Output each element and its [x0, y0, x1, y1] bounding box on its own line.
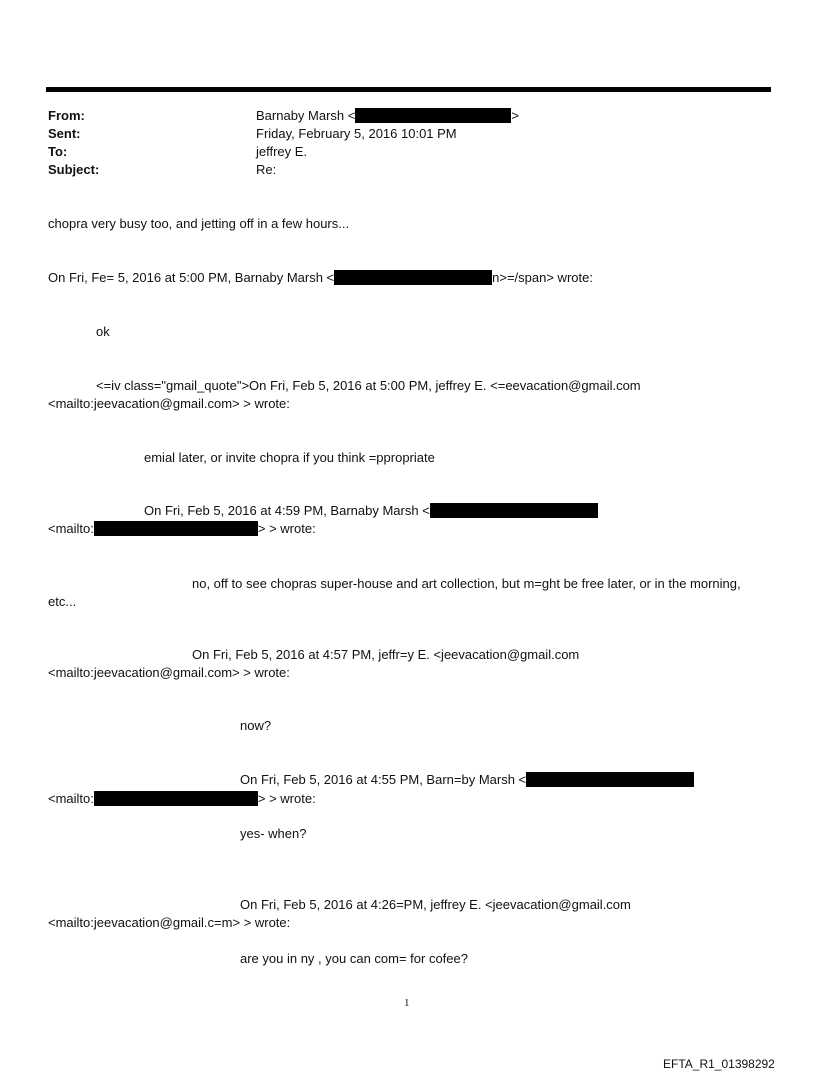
quote-header — [144, 503, 598, 519]
header-rule — [46, 87, 771, 92]
quote-reply: etc... — [48, 594, 77, 609]
sent-label: Sent: — [48, 126, 81, 141]
redaction-block — [334, 270, 492, 285]
from-label: From: — [48, 108, 85, 123]
sent-value: Friday, February 5, 2016 10:01 PM — [256, 126, 457, 141]
quote-reply: ok — [96, 324, 110, 339]
from-name: Barnaby Marsh < — [256, 108, 356, 123]
quote-reply: emial later, or invite chopra if you think =ppropriate — [144, 450, 435, 465]
quote-reply: no, off to see chopras super-house and art collection, but m=ght be free later, or in the morning, — [192, 576, 741, 591]
quote-header-text: <mailto: — [48, 791, 94, 806]
subject-value: Re: — [256, 162, 277, 177]
quote-header-text: > > wrote: — [257, 791, 316, 806]
redaction-block — [355, 108, 511, 123]
quote-reply: are you in ny , you can com= for cofee? — [240, 951, 468, 966]
quote-header — [48, 270, 593, 286]
quote-header-text: On Fri, Fe= 5, 2016 at 5:00 PM, Barnaby Marsh < — [48, 270, 335, 285]
quote-reply: now? — [240, 718, 272, 733]
quote-header-text: > > wrote: — [257, 521, 316, 536]
quote-reply: yes- when? — [240, 826, 307, 841]
quote-header: <mailto:jeevacation@gmail.com> > wrote: — [48, 665, 290, 680]
quote-header: <=iv class="gmail_quote">On Fri, Feb 5, 2016 at 5:00 PM, jeffrey E. <=eevacation@gmail.com — [96, 378, 641, 393]
quote-header: <mailto:jeevacation@gmail.com> > wrote: — [48, 396, 290, 411]
quote-header-text: On Fri, Feb 5, 2016 at 4:59 PM, Barnaby Marsh < — [144, 503, 430, 518]
to-value: jeffrey E. — [256, 144, 308, 159]
quote-header: <mailto:jeevacation@gmail.c=m> > wrote: — [48, 915, 291, 930]
from-close: > — [511, 108, 519, 123]
subject-label: Subject: — [48, 162, 100, 177]
quote-header-text: <mailto: — [48, 521, 94, 536]
document-id: EFTA_R1_01398292 — [663, 1057, 775, 1071]
quote-header — [240, 772, 694, 788]
page-number: 1 — [404, 997, 410, 1009]
quote-header — [48, 521, 316, 537]
redaction-block — [94, 791, 258, 806]
redaction-block — [94, 521, 258, 536]
quote-header: On Fri, Feb 5, 2016 at 4:26=PM, jeffrey E. <jeevacation@gmail.com — [240, 897, 631, 912]
to-label: To: — [48, 144, 68, 159]
quote-header: On Fri, Feb 5, 2016 at 4:57 PM, jeffr=y E. <jeevacation@gmail.com — [192, 647, 580, 662]
from-value — [256, 108, 519, 124]
quote-header — [48, 791, 316, 807]
quote-header-text: On Fri, Feb 5, 2016 at 4:55 PM, Barn=by Marsh < — [240, 772, 527, 787]
quote-header-text: n>=/span> wrote: — [492, 270, 593, 285]
body-line: chopra very busy too, and jetting off in a few hours... — [48, 216, 350, 231]
redaction-block — [526, 772, 694, 787]
redaction-block — [430, 503, 598, 518]
